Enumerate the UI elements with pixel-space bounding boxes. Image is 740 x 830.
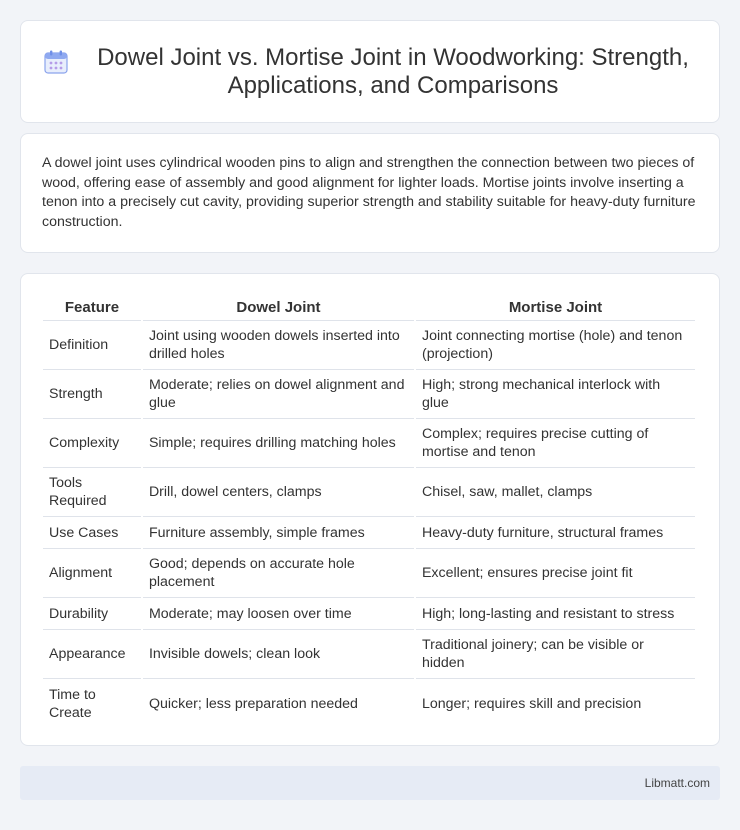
mortise-cell: Complex; requires precise cutting of mortise and tenon (416, 419, 695, 468)
dowel-cell: Good; depends on accurate hole placement (143, 549, 414, 598)
table-row (43, 468, 695, 517)
calendar-icon (42, 48, 70, 76)
dowel-cell: Simple; requires drilling matching holes (143, 419, 414, 468)
dowel-cell: Joint using wooden dowels inserted into drilled holes (143, 321, 414, 370)
dowel-cell: Moderate; may loosen over time (143, 598, 414, 630)
feature-cell: Use Cases (43, 517, 141, 549)
mortise-cell: Chisel, saw, mallet, clamps (416, 468, 695, 517)
feature-cell: Appearance (43, 630, 141, 679)
feature-cell: Definition (43, 321, 141, 370)
mortise-cell: Excellent; ensures precise joint fit (416, 549, 695, 598)
dowel-cell: Quicker; less preparation needed (148, 695, 358, 712)
feature-cell: Tools Required (43, 468, 141, 517)
feature-cell: Alignment (43, 549, 141, 598)
table-row (43, 598, 695, 630)
footer-brand-link[interactable]: Libmatt.com (644, 776, 710, 790)
dowel-cell: Invisible dowels; clean look (143, 630, 414, 679)
table-row (43, 419, 695, 468)
comparison-table (41, 294, 697, 728)
table-row (43, 549, 695, 598)
table-row (43, 517, 695, 549)
summary-card (20, 133, 720, 253)
table-row (43, 321, 695, 370)
feature-cell: Complexity (43, 419, 141, 468)
mortise-cell: Longer; requires skill and precision (421, 695, 642, 712)
table-row (43, 370, 695, 419)
table-row (43, 630, 695, 679)
mortise-cell: High; long-lasting and resistant to stress (416, 598, 695, 630)
feature-cell: Time to Create (49, 686, 96, 721)
dowel-cell: Moderate; relies on dowel alignment and glue (143, 370, 414, 419)
comparison-table-card (20, 273, 720, 746)
footer (20, 766, 720, 800)
column-header-mortise: Mortise Joint (416, 294, 695, 321)
page-title: Dowel Joint vs. Mortise Joint in Woodworking: Strength, Applications, and Comparisons (97, 43, 689, 99)
summary-text: A dowel joint uses cylindrical wooden pins to align and strengthen the connection between two pieces of wood, offering ease of assembly and good alignment for lighter loads. Mortise joints involve inserting a tenon into a precisely cut cavity, providing superior strength and stability suitable for heavy-duty furniture construction. (42, 155, 696, 230)
mortise-cell: Joint connecting mortise (hole) and tenon (projection) (416, 321, 695, 370)
title-card (20, 20, 720, 123)
column-header-dowel: Dowel Joint (143, 294, 414, 321)
mortise-cell: Heavy-duty furniture, structural frames (416, 517, 695, 549)
mortise-cell: High; strong mechanical interlock with glue (416, 370, 695, 419)
feature-cell: Durability (43, 598, 141, 630)
table-row (43, 679, 695, 728)
table-header-row (43, 294, 695, 321)
column-header-feature: Feature (43, 294, 141, 321)
dowel-cell: Drill, dowel centers, clamps (143, 468, 414, 517)
mortise-cell: Traditional joinery; can be visible or hidden (416, 630, 695, 679)
title-wrap (42, 44, 698, 100)
feature-cell: Strength (43, 370, 141, 419)
dowel-cell: Furniture assembly, simple frames (143, 517, 414, 549)
